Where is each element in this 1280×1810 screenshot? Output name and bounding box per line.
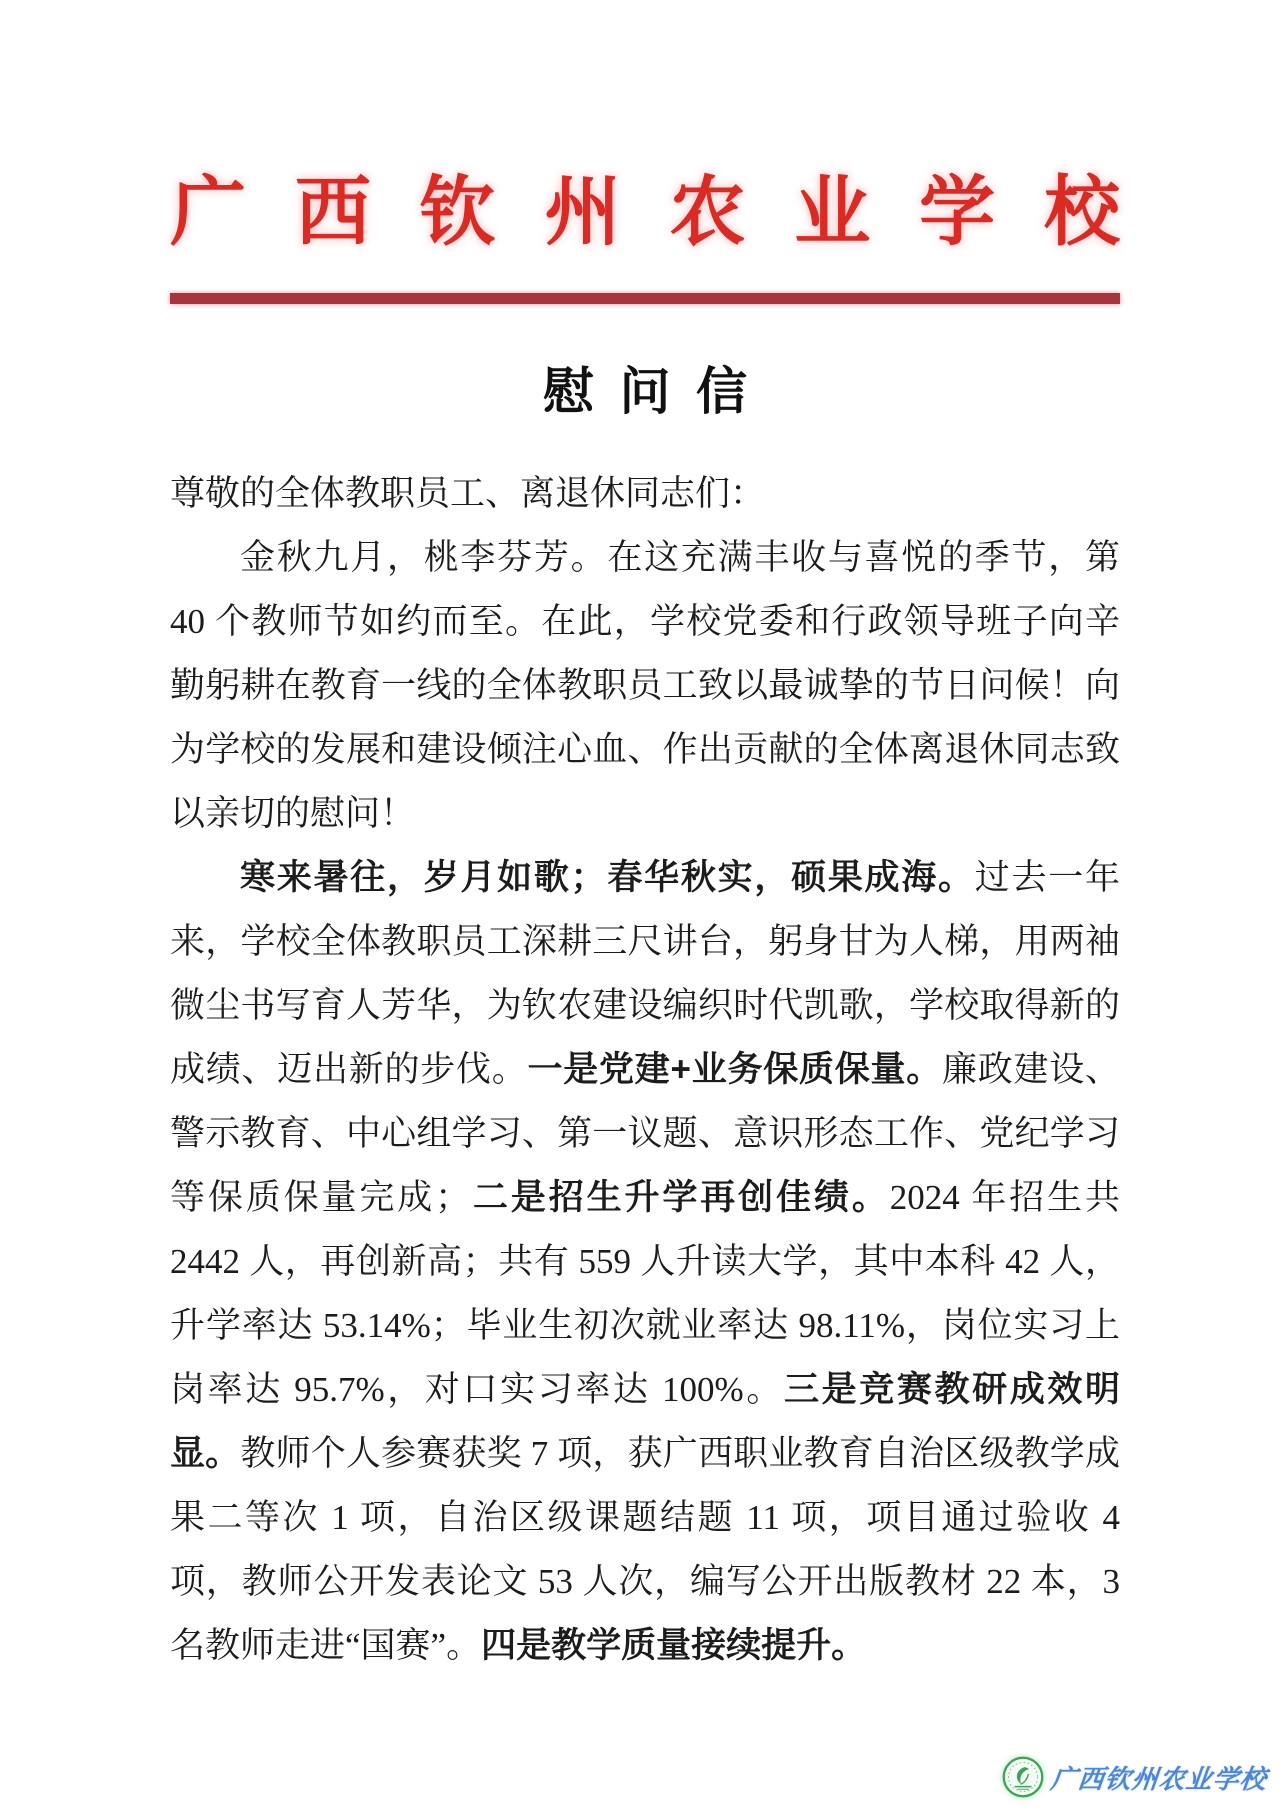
paragraph <box>170 846 1120 1678</box>
footer-school-name: 广西钦州农业学校 <box>1049 1763 1269 1794</box>
document-title: 慰问信 <box>542 365 773 422</box>
content-column <box>170 0 1120 1810</box>
body-text: 廉政建设、警示教育、中心组学习、第一议题、意识形态工作、党纪学习等保质保量完成； <box>170 1050 1120 1218</box>
emphasis-text: 二是招生升学再创佳绩。 <box>470 1178 890 1218</box>
document-body <box>170 462 1120 1678</box>
emphasis-text: 一是党建+业务保质保量。 <box>527 1050 942 1090</box>
paragraph <box>170 462 1120 526</box>
school-letterhead: 广西钦州农业学校 <box>170 171 1120 255</box>
body-text: 金秋九月，桃李芬芳。在这充满丰收与喜悦的季节，第 40 个教师节如约而至。在此，学校党委和行政领导班子向辛勤躬耕在教育一线的全体教职员工致以最诚挚的节日问候！向为学校的发展和建设倾注心血、作出贡献的全体离退休同志致以亲切的慰问！ <box>170 538 1120 834</box>
paragraph <box>170 526 1120 846</box>
emphasis-text: 四是教学质量接续提升。 <box>481 1626 867 1666</box>
body-text: 教师个人参赛获奖 7 项，获广西职业教育自治区级教学成果二等次 1 项，自治区级课题结题 11 项，项目通过验收 4 项，教师公开发表论文 53 人次，编写公开出版教材 22 本，3 名教师走进“国赛”。 <box>170 1434 1120 1666</box>
body-text: 2024 年招生共 2442 人，再创新高；共有 559 人升读大学，其中本科 42 人，升学率达 53.14%；毕业生初次就业率达 98.11%，岗位实习上岗率达 95.7%，对口实习率达 100%。 <box>170 1178 1120 1410</box>
footer-brand <box>1002 1756 1267 1798</box>
body-text: 过去一年来，学校全体教职员工深耕三尺讲台，躬身甘为人梯，用两袖微尘书写育人芳华，为钦农建设编织时代凯歌，学校取得新的成绩、迈出新的步伐。 <box>170 858 1120 1090</box>
school-logo-icon <box>1002 1756 1044 1798</box>
emphasis-text: 三是竞赛教研成效明显。 <box>170 1370 1120 1474</box>
body-text: 尊敬的全体教职员工、离退休同志们： <box>170 474 766 514</box>
emphasis-text: 寒来暑往，岁月如歌；春华秋实，硕果成海。 <box>240 858 975 898</box>
letterhead-divider <box>170 293 1120 304</box>
